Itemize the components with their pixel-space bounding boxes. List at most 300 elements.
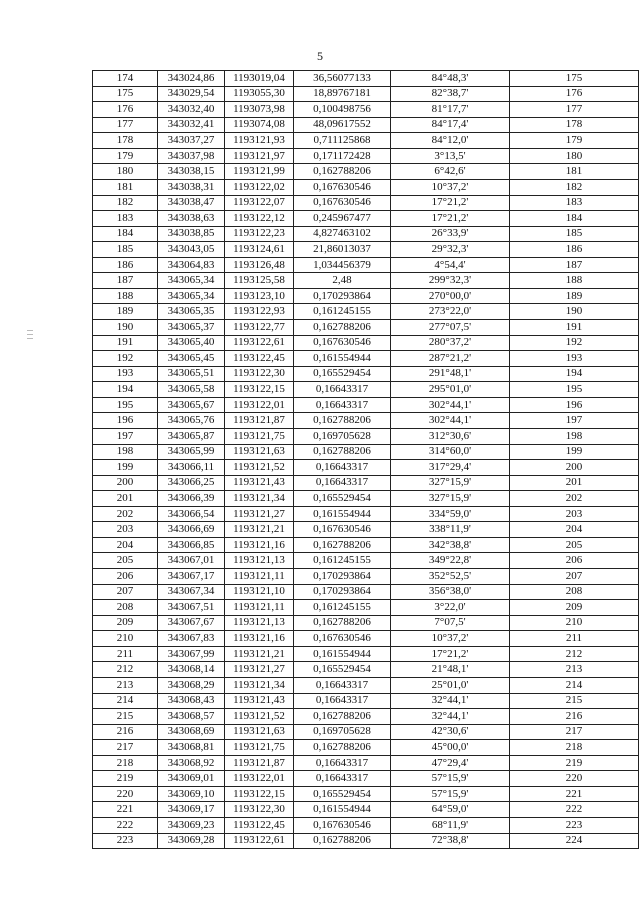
y-coordinate-cell: 1193123,10	[225, 288, 294, 304]
distance-cell: 0,167630546	[294, 522, 391, 538]
point-number-cell: 179	[93, 148, 158, 164]
distance-cell: 0,162788206	[294, 444, 391, 460]
table-row	[93, 397, 639, 413]
point-number-cell: 192	[93, 351, 158, 367]
table-row	[93, 818, 639, 834]
direction-angle-cell: 84°12,0'	[391, 133, 510, 149]
distance-cell: 0,165529454	[294, 786, 391, 802]
direction-angle-cell: 317°29,4'	[391, 460, 510, 476]
x-coordinate-cell: 343043,05	[158, 242, 225, 258]
x-coordinate-cell: 343068,43	[158, 693, 225, 709]
y-coordinate-cell: 1193121,87	[225, 413, 294, 429]
y-coordinate-cell: 1193121,63	[225, 724, 294, 740]
table-row	[93, 335, 639, 351]
direction-angle-cell: 327°15,9'	[391, 491, 510, 507]
point-number-cell: 212	[93, 662, 158, 678]
distance-cell: 0,161554944	[294, 506, 391, 522]
direction-angle-cell: 32°44,1'	[391, 709, 510, 725]
direction-angle-cell: 64°59,0'	[391, 802, 510, 818]
distance-cell: 1,034456379	[294, 257, 391, 273]
distance-cell: 0,161554944	[294, 351, 391, 367]
distance-cell: 0,16643317	[294, 397, 391, 413]
x-coordinate-cell: 343024,86	[158, 71, 225, 87]
point-number-cell: 180	[93, 164, 158, 180]
direction-angle-cell: 68°11,9'	[391, 818, 510, 834]
x-coordinate-cell: 343066,69	[158, 522, 225, 538]
direction-angle-cell: 4°54,4'	[391, 257, 510, 273]
distance-cell: 0,161245155	[294, 304, 391, 320]
point-number-cell: 175	[93, 86, 158, 102]
next-point-cell: 215	[510, 693, 639, 709]
next-point-cell: 223	[510, 818, 639, 834]
table-row	[93, 491, 639, 507]
direction-angle-cell: 26°33,9'	[391, 226, 510, 242]
distance-cell: 4,827463102	[294, 226, 391, 242]
point-number-cell: 201	[93, 491, 158, 507]
direction-angle-cell: 45°00,0'	[391, 740, 510, 756]
x-coordinate-cell: 343065,51	[158, 366, 225, 382]
distance-cell: 0,161554944	[294, 802, 391, 818]
distance-cell: 0,162788206	[294, 320, 391, 336]
direction-angle-cell: 84°17,4'	[391, 117, 510, 133]
next-point-cell: 192	[510, 335, 639, 351]
next-point-cell: 196	[510, 397, 639, 413]
point-number-cell: 178	[93, 133, 158, 149]
x-coordinate-cell: 343065,99	[158, 444, 225, 460]
distance-cell: 0,16643317	[294, 460, 391, 476]
y-coordinate-cell: 1193121,34	[225, 677, 294, 693]
next-point-cell: 217	[510, 724, 639, 740]
direction-angle-cell: 42°30,6'	[391, 724, 510, 740]
table-row	[93, 833, 639, 849]
y-coordinate-cell: 1193122,61	[225, 833, 294, 849]
x-coordinate-cell: 343067,67	[158, 615, 225, 631]
direction-angle-cell: 270°00,0'	[391, 288, 510, 304]
y-coordinate-cell: 1193121,34	[225, 491, 294, 507]
next-point-cell: 180	[510, 148, 639, 164]
table-row	[93, 522, 639, 538]
next-point-cell: 206	[510, 553, 639, 569]
point-number-cell: 191	[93, 335, 158, 351]
next-point-cell: 221	[510, 786, 639, 802]
point-number-cell: 219	[93, 771, 158, 787]
next-point-cell: 224	[510, 833, 639, 849]
y-coordinate-cell: 1193122,15	[225, 786, 294, 802]
direction-angle-cell: 17°21,2'	[391, 646, 510, 662]
page-number: 5	[317, 49, 323, 63]
y-coordinate-cell: 1193121,52	[225, 460, 294, 476]
y-coordinate-cell: 1193121,87	[225, 755, 294, 771]
x-coordinate-cell: 343068,29	[158, 677, 225, 693]
next-point-cell: 216	[510, 709, 639, 725]
distance-cell: 0,162788206	[294, 537, 391, 553]
x-coordinate-cell: 343065,76	[158, 413, 225, 429]
next-point-cell: 199	[510, 444, 639, 460]
direction-angle-cell: 287°21,2'	[391, 351, 510, 367]
point-number-cell: 209	[93, 615, 158, 631]
y-coordinate-cell: 1193121,52	[225, 709, 294, 725]
table-row	[93, 444, 639, 460]
next-point-cell: 179	[510, 133, 639, 149]
point-number-cell: 204	[93, 537, 158, 553]
table-row	[93, 242, 639, 258]
point-number-cell: 215	[93, 709, 158, 725]
y-coordinate-cell: 1193122,02	[225, 179, 294, 195]
table-row	[93, 257, 639, 273]
table-row	[93, 553, 639, 569]
point-number-cell: 213	[93, 677, 158, 693]
distance-cell: 18,89767181	[294, 86, 391, 102]
distance-cell: 0,162788206	[294, 740, 391, 756]
distance-cell: 0,16643317	[294, 693, 391, 709]
table-row	[93, 475, 639, 491]
distance-cell: 0,711125868	[294, 133, 391, 149]
y-coordinate-cell: 1193122,01	[225, 397, 294, 413]
direction-angle-cell: 82°38,7'	[391, 86, 510, 102]
x-coordinate-cell: 343037,98	[158, 148, 225, 164]
distance-cell: 0,165529454	[294, 366, 391, 382]
y-coordinate-cell: 1193122,93	[225, 304, 294, 320]
point-number-cell: 195	[93, 397, 158, 413]
table-row	[93, 164, 639, 180]
x-coordinate-cell: 343065,87	[158, 428, 225, 444]
y-coordinate-cell: 1193073,98	[225, 102, 294, 118]
x-coordinate-cell: 343069,28	[158, 833, 225, 849]
direction-angle-cell: 334°59,0'	[391, 506, 510, 522]
table-row	[93, 102, 639, 118]
next-point-cell: 175	[510, 71, 639, 87]
table-row	[93, 600, 639, 616]
point-number-cell: 176	[93, 102, 158, 118]
direction-angle-cell: 32°44,1'	[391, 693, 510, 709]
direction-angle-cell: 277°07,5'	[391, 320, 510, 336]
direction-angle-cell: 10°37,2'	[391, 179, 510, 195]
x-coordinate-cell: 343067,34	[158, 584, 225, 600]
table-row	[93, 304, 639, 320]
next-point-cell: 222	[510, 802, 639, 818]
y-coordinate-cell: 1193121,21	[225, 646, 294, 662]
y-coordinate-cell: 1193121,10	[225, 584, 294, 600]
x-coordinate-cell: 343067,17	[158, 569, 225, 585]
x-coordinate-cell: 343065,34	[158, 288, 225, 304]
point-number-cell: 216	[93, 724, 158, 740]
x-coordinate-cell: 343067,51	[158, 600, 225, 616]
next-point-cell: 197	[510, 413, 639, 429]
point-number-cell: 199	[93, 460, 158, 476]
table-row	[93, 366, 639, 382]
point-number-cell: 207	[93, 584, 158, 600]
distance-cell: 0,167630546	[294, 179, 391, 195]
x-coordinate-cell: 343064,83	[158, 257, 225, 273]
table-row	[93, 771, 639, 787]
point-number-cell: 210	[93, 631, 158, 647]
direction-angle-cell: 10°37,2'	[391, 631, 510, 647]
table-row	[93, 226, 639, 242]
direction-angle-cell: 299°32,3'	[391, 273, 510, 289]
x-coordinate-cell: 343068,14	[158, 662, 225, 678]
next-point-cell: 200	[510, 460, 639, 476]
distance-cell: 0,167630546	[294, 195, 391, 211]
distance-cell: 0,165529454	[294, 662, 391, 678]
y-coordinate-cell: 1193055,30	[225, 86, 294, 102]
direction-angle-cell: 349°22,8'	[391, 553, 510, 569]
distance-cell: 0,170293864	[294, 569, 391, 585]
table-row	[93, 646, 639, 662]
next-point-cell: 188	[510, 273, 639, 289]
x-coordinate-cell: 343066,39	[158, 491, 225, 507]
scan-mark	[27, 338, 33, 339]
next-point-cell: 202	[510, 491, 639, 507]
next-point-cell: 182	[510, 179, 639, 195]
y-coordinate-cell: 1193121,43	[225, 693, 294, 709]
point-number-cell: 184	[93, 226, 158, 242]
scan-mark	[27, 330, 33, 331]
x-coordinate-cell: 343065,34	[158, 273, 225, 289]
next-point-cell: 189	[510, 288, 639, 304]
x-coordinate-cell: 343065,45	[158, 351, 225, 367]
point-number-cell: 185	[93, 242, 158, 258]
y-coordinate-cell: 1193122,61	[225, 335, 294, 351]
table-row	[93, 631, 639, 647]
y-coordinate-cell: 1193122,77	[225, 320, 294, 336]
distance-cell: 0,161554944	[294, 646, 391, 662]
next-point-cell: 213	[510, 662, 639, 678]
distance-cell: 2,48	[294, 273, 391, 289]
next-point-cell: 195	[510, 382, 639, 398]
direction-angle-cell: 342°38,8'	[391, 537, 510, 553]
next-point-cell: 211	[510, 631, 639, 647]
point-number-cell: 187	[93, 273, 158, 289]
direction-angle-cell: 338°11,9'	[391, 522, 510, 538]
x-coordinate-cell: 343068,92	[158, 755, 225, 771]
next-point-cell: 184	[510, 211, 639, 227]
x-coordinate-cell: 343068,69	[158, 724, 225, 740]
table-row	[93, 273, 639, 289]
distance-cell: 48,09617552	[294, 117, 391, 133]
direction-angle-cell: 3°13,5'	[391, 148, 510, 164]
table-row	[93, 506, 639, 522]
x-coordinate-cell: 343067,01	[158, 553, 225, 569]
table-row	[93, 428, 639, 444]
table-row	[93, 117, 639, 133]
x-coordinate-cell: 343065,58	[158, 382, 225, 398]
table-row	[93, 382, 639, 398]
table-row	[93, 211, 639, 227]
direction-angle-cell: 280°37,2'	[391, 335, 510, 351]
table-row	[93, 584, 639, 600]
x-coordinate-cell: 343065,35	[158, 304, 225, 320]
y-coordinate-cell: 1193122,01	[225, 771, 294, 787]
direction-angle-cell: 302°44,1'	[391, 413, 510, 429]
table-row	[93, 288, 639, 304]
next-point-cell: 204	[510, 522, 639, 538]
point-number-cell: 208	[93, 600, 158, 616]
point-number-cell: 198	[93, 444, 158, 460]
table-row	[93, 460, 639, 476]
distance-cell: 0,16643317	[294, 755, 391, 771]
distance-cell: 0,171172428	[294, 148, 391, 164]
x-coordinate-cell: 343067,99	[158, 646, 225, 662]
point-number-cell: 223	[93, 833, 158, 849]
x-coordinate-cell: 343068,81	[158, 740, 225, 756]
table-row	[93, 195, 639, 211]
point-number-cell: 203	[93, 522, 158, 538]
direction-angle-cell: 47°29,4'	[391, 755, 510, 771]
table-row	[93, 802, 639, 818]
y-coordinate-cell: 1193121,75	[225, 428, 294, 444]
y-coordinate-cell: 1193121,93	[225, 133, 294, 149]
next-point-cell: 218	[510, 740, 639, 756]
y-coordinate-cell: 1193122,15	[225, 382, 294, 398]
direction-angle-cell: 312°30,6'	[391, 428, 510, 444]
next-point-cell: 219	[510, 755, 639, 771]
y-coordinate-cell: 1193122,07	[225, 195, 294, 211]
point-number-cell: 211	[93, 646, 158, 662]
point-number-cell: 174	[93, 71, 158, 87]
table-row	[93, 755, 639, 771]
direction-angle-cell: 17°21,2'	[391, 211, 510, 227]
y-coordinate-cell: 1193121,63	[225, 444, 294, 460]
distance-cell: 0,167630546	[294, 818, 391, 834]
direction-angle-cell: 57°15,9'	[391, 771, 510, 787]
y-coordinate-cell: 1193124,61	[225, 242, 294, 258]
coordinates-table	[92, 70, 639, 849]
distance-cell: 36,56077133	[294, 71, 391, 87]
next-point-cell: 207	[510, 569, 639, 585]
direction-angle-cell: 295°01,0'	[391, 382, 510, 398]
point-number-cell: 202	[93, 506, 158, 522]
x-coordinate-cell: 343066,25	[158, 475, 225, 491]
direction-angle-cell: 291°48,1'	[391, 366, 510, 382]
y-coordinate-cell: 1193125,58	[225, 273, 294, 289]
y-coordinate-cell: 1193121,16	[225, 537, 294, 553]
coordinates-table-body	[93, 71, 639, 849]
table-row	[93, 320, 639, 336]
point-number-cell: 206	[93, 569, 158, 585]
distance-cell: 0,167630546	[294, 335, 391, 351]
point-number-cell: 183	[93, 211, 158, 227]
x-coordinate-cell: 343066,85	[158, 537, 225, 553]
x-coordinate-cell: 343068,57	[158, 709, 225, 725]
point-number-cell: 194	[93, 382, 158, 398]
y-coordinate-cell: 1193122,30	[225, 366, 294, 382]
distance-cell: 0,100498756	[294, 102, 391, 118]
y-coordinate-cell: 1193074,08	[225, 117, 294, 133]
next-point-cell: 185	[510, 226, 639, 242]
y-coordinate-cell: 1193019,04	[225, 71, 294, 87]
point-number-cell: 181	[93, 179, 158, 195]
next-point-cell: 214	[510, 677, 639, 693]
next-point-cell: 186	[510, 242, 639, 258]
table-row	[93, 662, 639, 678]
x-coordinate-cell: 343065,37	[158, 320, 225, 336]
x-coordinate-cell: 343032,41	[158, 117, 225, 133]
y-coordinate-cell: 1193121,27	[225, 662, 294, 678]
point-number-cell: 205	[93, 553, 158, 569]
next-point-cell: 191	[510, 320, 639, 336]
point-number-cell: 177	[93, 117, 158, 133]
next-point-cell: 212	[510, 646, 639, 662]
table-row	[93, 71, 639, 87]
next-point-cell: 190	[510, 304, 639, 320]
point-number-cell: 193	[93, 366, 158, 382]
next-point-cell: 205	[510, 537, 639, 553]
distance-cell: 0,170293864	[294, 288, 391, 304]
point-number-cell: 222	[93, 818, 158, 834]
direction-angle-cell: 302°44,1'	[391, 397, 510, 413]
direction-angle-cell: 25°01,0'	[391, 677, 510, 693]
point-number-cell: 220	[93, 786, 158, 802]
y-coordinate-cell: 1193122,45	[225, 818, 294, 834]
table-row	[93, 133, 639, 149]
x-coordinate-cell: 343069,23	[158, 818, 225, 834]
next-point-cell: 194	[510, 366, 639, 382]
point-number-cell: 188	[93, 288, 158, 304]
direction-angle-cell: 17°21,2'	[391, 195, 510, 211]
next-point-cell: 178	[510, 117, 639, 133]
direction-angle-cell: 314°60,0'	[391, 444, 510, 460]
point-number-cell: 189	[93, 304, 158, 320]
point-number-cell: 217	[93, 740, 158, 756]
table-row	[93, 86, 639, 102]
table-row	[93, 179, 639, 195]
scan-mark	[27, 334, 33, 335]
table-row	[93, 537, 639, 553]
distance-cell: 0,170293864	[294, 584, 391, 600]
table-row	[93, 724, 639, 740]
distance-cell: 0,162788206	[294, 709, 391, 725]
x-coordinate-cell: 343038,15	[158, 164, 225, 180]
direction-angle-cell: 21°48,1'	[391, 662, 510, 678]
table-row	[93, 709, 639, 725]
y-coordinate-cell: 1193121,97	[225, 148, 294, 164]
distance-cell: 0,169705628	[294, 724, 391, 740]
next-point-cell: 181	[510, 164, 639, 180]
table-row	[93, 148, 639, 164]
distance-cell: 0,16643317	[294, 475, 391, 491]
table-row	[93, 615, 639, 631]
distance-cell: 0,16643317	[294, 771, 391, 787]
point-number-cell: 197	[93, 428, 158, 444]
x-coordinate-cell: 343038,63	[158, 211, 225, 227]
x-coordinate-cell: 343069,17	[158, 802, 225, 818]
point-number-cell: 200	[93, 475, 158, 491]
y-coordinate-cell: 1193121,13	[225, 553, 294, 569]
point-number-cell: 196	[93, 413, 158, 429]
distance-cell: 0,161245155	[294, 553, 391, 569]
direction-angle-cell: 356°38,0'	[391, 584, 510, 600]
distance-cell: 0,162788206	[294, 413, 391, 429]
distance-cell: 0,162788206	[294, 833, 391, 849]
y-coordinate-cell: 1193121,27	[225, 506, 294, 522]
direction-angle-cell: 327°15,9'	[391, 475, 510, 491]
table-row	[93, 677, 639, 693]
next-point-cell: 209	[510, 600, 639, 616]
next-point-cell: 198	[510, 428, 639, 444]
y-coordinate-cell: 1193121,11	[225, 600, 294, 616]
table-row	[93, 569, 639, 585]
x-coordinate-cell: 343038,85	[158, 226, 225, 242]
y-coordinate-cell: 1193121,11	[225, 569, 294, 585]
y-coordinate-cell: 1193121,43	[225, 475, 294, 491]
direction-angle-cell: 81°17,7'	[391, 102, 510, 118]
x-coordinate-cell: 343032,40	[158, 102, 225, 118]
y-coordinate-cell: 1193122,30	[225, 802, 294, 818]
distance-cell: 0,162788206	[294, 615, 391, 631]
direction-angle-cell: 7°07,5'	[391, 615, 510, 631]
direction-angle-cell: 57°15,9'	[391, 786, 510, 802]
distance-cell: 0,16643317	[294, 677, 391, 693]
